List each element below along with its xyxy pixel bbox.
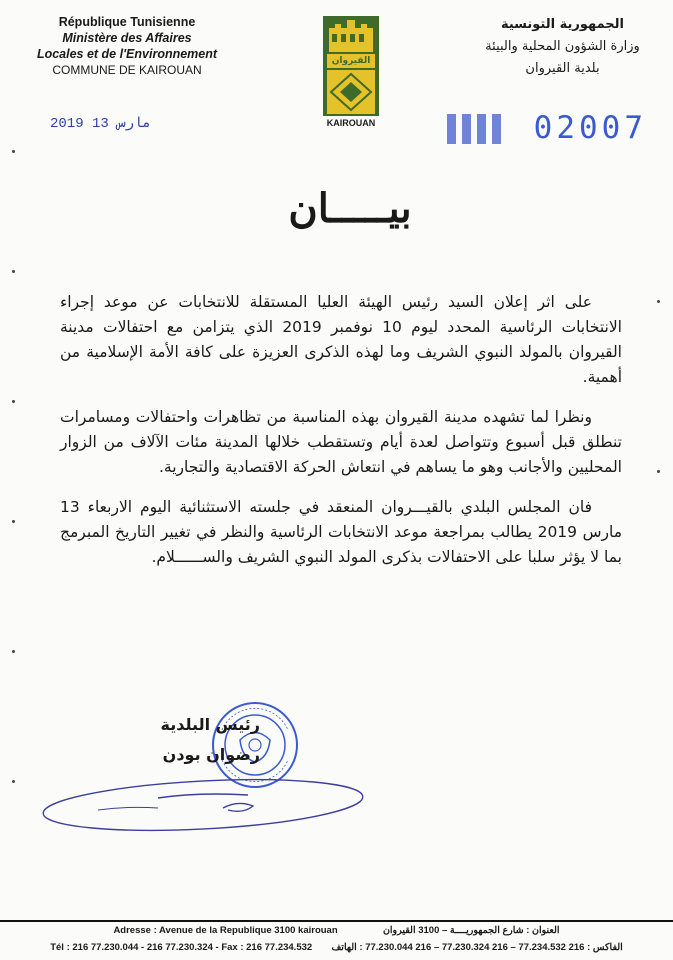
french-header bbox=[22, 14, 232, 78]
registration-number: 02007 bbox=[533, 110, 647, 146]
logo-latin-text: KAIROUAN bbox=[326, 118, 376, 128]
logo-arabic-text: القيروان bbox=[331, 56, 371, 66]
ar-header-line-3: بلدية القيروان bbox=[525, 61, 600, 76]
signer-role: رئيس البلدية bbox=[160, 715, 260, 734]
fr-header-line-4: COMMUNE DE KAIROUAN bbox=[52, 63, 202, 77]
footer-contact bbox=[0, 942, 673, 953]
footer-contact-ar: الفاكس : 216 77.234.532 – 216 77.230.324 – 216 77.230.044 : الهاتف bbox=[331, 942, 623, 953]
footer-address-ar: العنوان : شارع الجمهوريــــة – 3100 القيروان bbox=[382, 925, 560, 936]
signature-block bbox=[110, 710, 260, 770]
stamp-marks bbox=[447, 114, 501, 144]
fr-header-line-1: République Tunisienne bbox=[58, 15, 196, 29]
ar-header-line-2: وزارة الشؤون المحلية والبيئة bbox=[485, 39, 640, 54]
footer-address bbox=[0, 925, 673, 936]
paragraph-3: فان المجلس البلدي بالقيـــروان المنعقد في جلسته الاستثنائية اليوم الاربعاء 13 مارس 2019 يطالب بمراجعة موعد الانتخابات الرئاسية والنظر في تغيير التاريخ المبرمج بما لا يؤثر سلبا على الاحتفالات بذكرى المولد النبوي الشريف والســــــلام. bbox=[60, 498, 622, 566]
registration-number-stamp bbox=[445, 110, 647, 148]
fr-header-line-3: Locales et de l'Environnement bbox=[36, 47, 218, 61]
emblem-icon bbox=[321, 14, 381, 134]
arabic-header bbox=[470, 14, 655, 80]
signer-name: رضوان بودن bbox=[162, 745, 260, 764]
paragraph-1: على اثر إعلان السيد رئيس الهيئة العليا المستقلة للانتخابات عن موعد إجراء الانتخابات الرئاسية المحدد ليوم 10 نوفمبر 2019 الذي يتزامن مع احتفالات مدينة القيروان بالمولد النبوي الشريف وما لهذه الذكرى العزيزة على كافة الأمة الإسلامية من أهمية. bbox=[60, 293, 622, 386]
footer-divider bbox=[0, 920, 673, 922]
footer-address-fr: Adresse : Avenue de la Republique 3100 kairouan bbox=[113, 925, 338, 936]
footer-contact-fr: Tél : 216 77.230.044 - 216 77.230.324 - Fax : 216 77.234.532 bbox=[50, 942, 313, 953]
handwritten-signature bbox=[38, 770, 368, 840]
fr-header-line-2: Ministère des Affaires bbox=[62, 31, 192, 45]
paragraph-2: ونظرا لما تشهده مدينة القيروان بهذه المناسبة من تظاهرات واحتفالات ومسامرات تنطلق قبل أسبوع وتتواصل لعدة أيام وتستقطب خلالها المدينة مئات الآلاف من الزوار المحليين والأجانب وهو ما يساهم في انتعاش الحركة الاقتصادية والتجارية. bbox=[60, 408, 622, 476]
ar-header-line-1: الجمهورية التونسية bbox=[500, 17, 625, 32]
signature-icon bbox=[38, 770, 368, 840]
document-title: بيـــــان bbox=[288, 185, 412, 232]
kairouan-emblem bbox=[321, 14, 381, 134]
document-body bbox=[60, 290, 622, 585]
date-stamp: 2019 مارس 13 bbox=[50, 116, 151, 132]
